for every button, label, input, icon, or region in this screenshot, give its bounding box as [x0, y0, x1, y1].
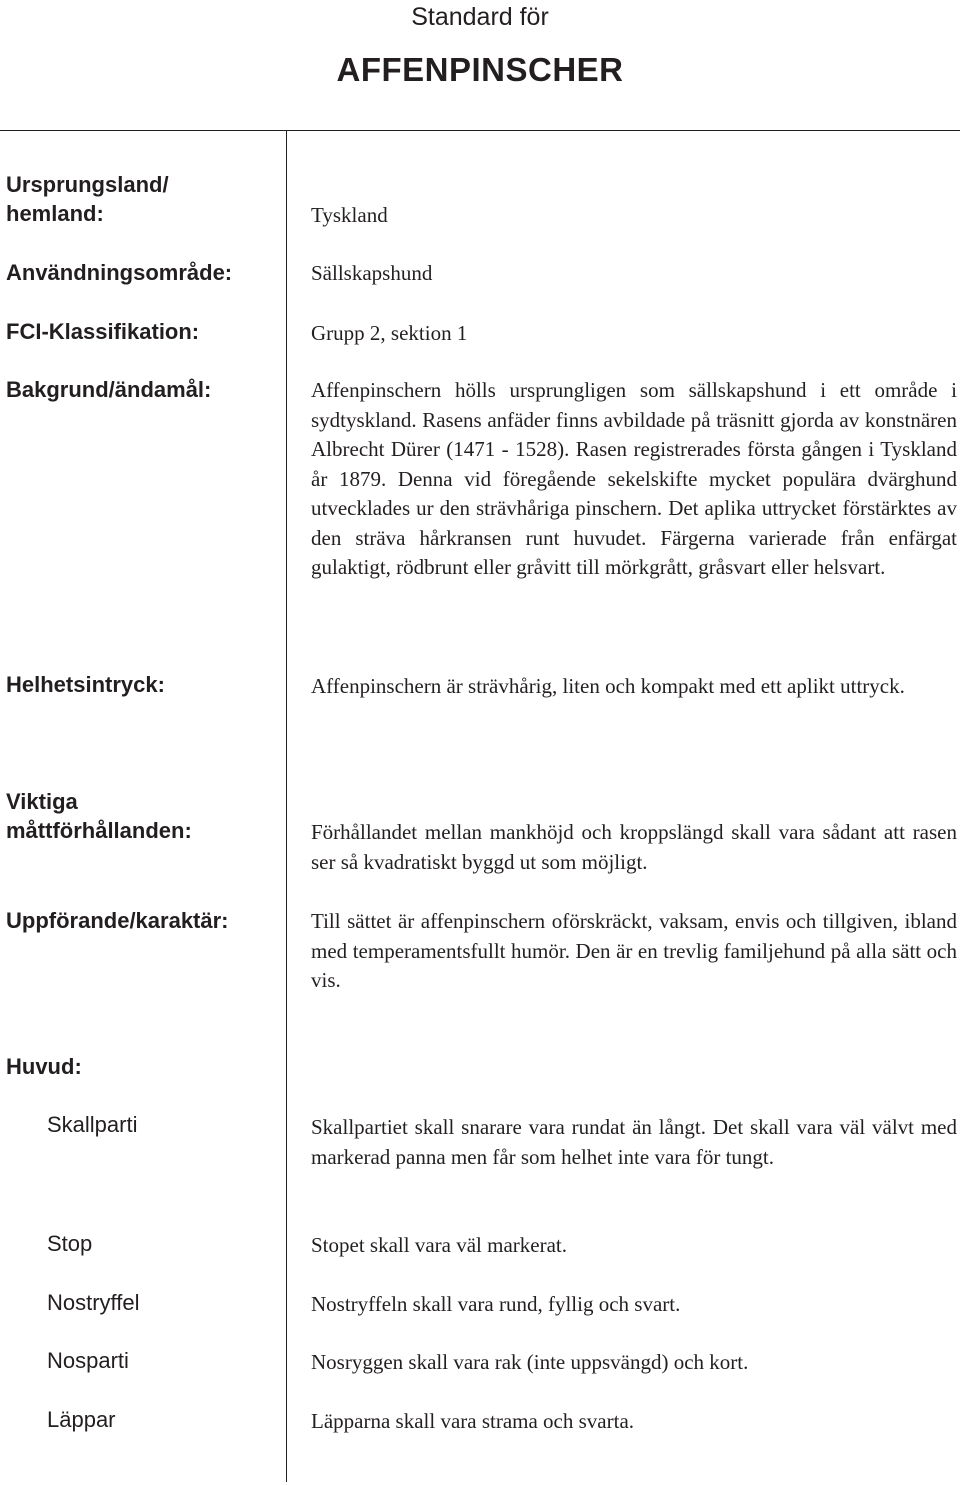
- label-ursprungsland-line2: hemland:: [6, 201, 104, 226]
- label-anvandningsomrade: Användningsområde:: [6, 260, 233, 285]
- pre-title: Standard för: [411, 3, 549, 31]
- value-uppforande: Till sättet är affenpinschern oförskräckt, vaksam, envis och tillgiven, ibland med temperamentsfullt humör. Den är en trevlig familjehund på alla sätt och vis.: [311, 909, 957, 992]
- label-bakgrund: Bakgrund/ändamål:: [6, 377, 212, 402]
- value-fci: Grupp 2, sektion 1: [311, 321, 468, 345]
- value-ursprungsland: Tyskland: [311, 203, 388, 227]
- value-bakgrund: Affenpinschern hölls ursprungligen som sällskapshund i ett område i sydtyskland. Rasens anfäder finns avbildade på träsnitt gjorda av konstnären Albrecht Dürer (1471 - 1528). Rasen registrerades första gången i Tyskland år 1879. Denna vid föregående sekelskifte mycket populära dvärghund utvecklades ur den strävhåriga pinschern. Det aplika uttrycket förstärktes av den sträva hårkransen runt huvudet. Färgerna varierade från enfärgat gulaktigt, rödbrunt eller gråvitt till mörkgrått, gråsvart eller helsvart.: [311, 378, 957, 579]
- breed-title: AFFENPINSCHER: [336, 51, 624, 88]
- label-helhetsintryck: Helhetsintryck:: [6, 672, 165, 697]
- sublabel-nosparti: Nosparti: [47, 1348, 129, 1373]
- sublabel-stop: Stop: [47, 1231, 93, 1256]
- value-skallparti: Skallpartiet skall snarare vara rundat än långt. Det skall vara väl välvt med markerad panna men får som helhet inte vara för tungt.: [311, 1115, 957, 1169]
- sublabel-skallparti: Skallparti: [47, 1112, 138, 1137]
- label-mattforhallanden-line2: måttförhållanden:: [6, 818, 192, 843]
- label-mattforhallanden-line1: Viktiga: [6, 789, 78, 814]
- value-stop: Stopet skall vara väl markerat.: [311, 1233, 567, 1257]
- value-anvandningsomrade: Sällskapshund: [311, 261, 433, 285]
- column-divider: [286, 130, 287, 1482]
- value-nostryffel: Nostryffeln skall vara rund, fyllig och svart.: [311, 1292, 681, 1316]
- value-mattforhallanden: Förhållandet mellan mankhöjd och kroppslängd skall vara sådant att rasen ser så kvadratiskt byggd ut som möjligt.: [311, 820, 957, 874]
- value-helhetsintryck: Affenpinschern är strävhårig, liten och kompakt med ett aplikt uttryck.: [311, 674, 905, 698]
- label-fci: FCI-Klassifikation:: [6, 319, 200, 344]
- label-huvud: Huvud:: [6, 1054, 82, 1079]
- label-uppforande: Uppförande/karaktär:: [6, 908, 229, 933]
- sublabel-lappar: Läppar: [47, 1407, 116, 1432]
- value-lappar: Läpparna skall vara strama och svarta.: [311, 1409, 635, 1433]
- header-divider: [0, 130, 960, 131]
- value-nosparti: Nosryggen skall vara rak (inte uppsvängd) och kort.: [311, 1350, 749, 1374]
- sublabel-nostryffel: Nostryffel: [47, 1290, 140, 1315]
- label-ursprungsland-line1: Ursprungsland/: [6, 172, 169, 197]
